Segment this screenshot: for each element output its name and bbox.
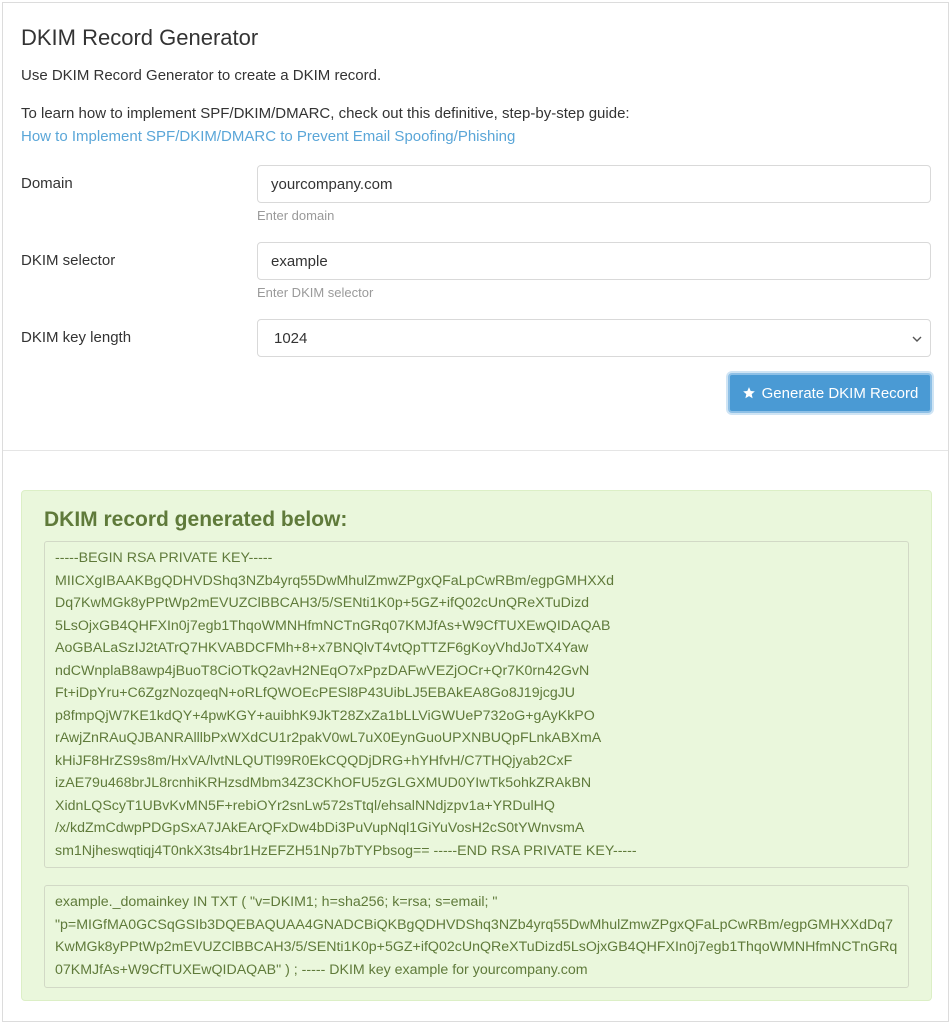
star-icon <box>742 386 756 400</box>
page-title: DKIM Record Generator <box>21 25 259 50</box>
selector-input-value: example <box>271 252 328 270</box>
domain-help: Enter domain <box>257 208 335 223</box>
domain-input[interactable] <box>257 165 931 203</box>
key-length-value: 1024 <box>274 329 308 347</box>
key-length-select[interactable] <box>257 319 931 357</box>
intro-text: Use DKIM Record Generator to create a DKIM record. <box>21 67 382 84</box>
generate-dkim-button-label: Generate DKIM Record <box>761 384 919 402</box>
chevron-down-icon <box>912 334 922 344</box>
generator-card <box>2 2 949 1022</box>
selector-input[interactable] <box>257 242 931 280</box>
guide-link[interactable]: How to Implement SPF/DKIM/DMARC to Prevent Email Spoofing/Phishing <box>21 128 516 145</box>
section-divider <box>3 450 948 451</box>
result-panel <box>21 490 932 1001</box>
private-key-output[interactable]: -----BEGIN RSA PRIVATE KEY----- MIICXgIBAAKBgQDHVDShq3NZb4yrq55DwMhulZmwZPgxQFaLpCwRBm/egpGMHXXd Dq7KwMGk8yPPtWp2mEVUZClBBCAH3/5/SENti1K0p+5GZ+ifQ02cUnQReXTuDizd 5LsOjxGB4QHFXIn0j7egb1ThqoWMNHfmNCTnGRq07KMJfAs+W9CfTUXEwQIDAQAB AoGBALaSzIJ2tATrQ7HKVABDCFMh+8+x7BNQlvT4vtQpTTZF6gKoyVhdJoTX4Yaw ndCWnplaB8awp4jBuoT8CiOTkQ2avH2NEqO7xPpzDAFwVEZjOCr+Qr7K0rn42GvN Ft+iDpYru+C6ZgzNozqeqN+oRLfQWOEcPESl8P43UibLJ5EBAkEA8Go8J19jcgJU p8fmpQjW7KE1kdQY+4pwKGY+auibhK9JkT28ZxZa1bLLViGWUeP732oG+gAyKkPO rAwjZnRAuQJBANRAlllbPxWXdCU1r2pakV0wL7uX0EynGuoUPXNBUQpFLnkABXmA kHiJF8HrZS9s8m/HxVA/lvtNLQUTl99R0EkCQQDjDRG+hYHfvH/C7THQjyab2CxF izAE79u468brJL8rcnhiKRHzsdMbm34Z3CKhOFU5zGLGXMUD0YIwTk5ohkZRAkBN XidnLQScyT1UBvKvMN5F+rebiOYr2snLw572sTtql/ehsalNNdjzpv1a+YRDulHQ /x/kdZmCdwpPDGpSxA7JAkEArQFxDw4bDi3PuVupNql1GiYuVosH2cS0tYWnvsmA sm1Njheswqtiqj4T0nkX3ts4br1HzEFZH51Np7bTYPbsog== -----END RSA PRIVATE KEY----- <box>44 541 909 868</box>
selector-help: Enter DKIM selector <box>257 285 374 300</box>
selector-label: DKIM selector <box>21 252 116 269</box>
key-length-label: DKIM key length <box>21 329 132 346</box>
form-section <box>3 3 948 450</box>
domain-input-value: yourcompany.com <box>271 175 393 193</box>
domain-label: Domain <box>21 175 73 192</box>
generate-dkim-button[interactable] <box>728 373 932 413</box>
result-title: DKIM record generated below: <box>44 508 348 531</box>
txt-record-output[interactable]: example._domainkey IN TXT ( "v=DKIM1; h=sha256; k=rsa; s=email; " "p=MIGfMA0GCSqGSIb3DQEBAQUAA4GNADCBiQKBgQDHVDShq3NZb4yrq55DwMhulZmwZPgxQFaLpCwRBm/egpGMHXXdDq7KwMGk8yPPtWp2mEVUZClBBCAH3/5/SENti1K0p+5GZ+ifQ02cUnQReXTuDizd5LsOjxGB4QHFXIn0j7egb1ThqoWMNHfmNCTnGRq07KMJfAs+W9CfTUXEwQIDAQAB" ) ; ----- DKIM key example for yourcompany.com <box>44 885 909 988</box>
learn-text: To learn how to implement SPF/DKIM/DMARC, check out this definitive, step-by-step guide: <box>21 105 630 122</box>
